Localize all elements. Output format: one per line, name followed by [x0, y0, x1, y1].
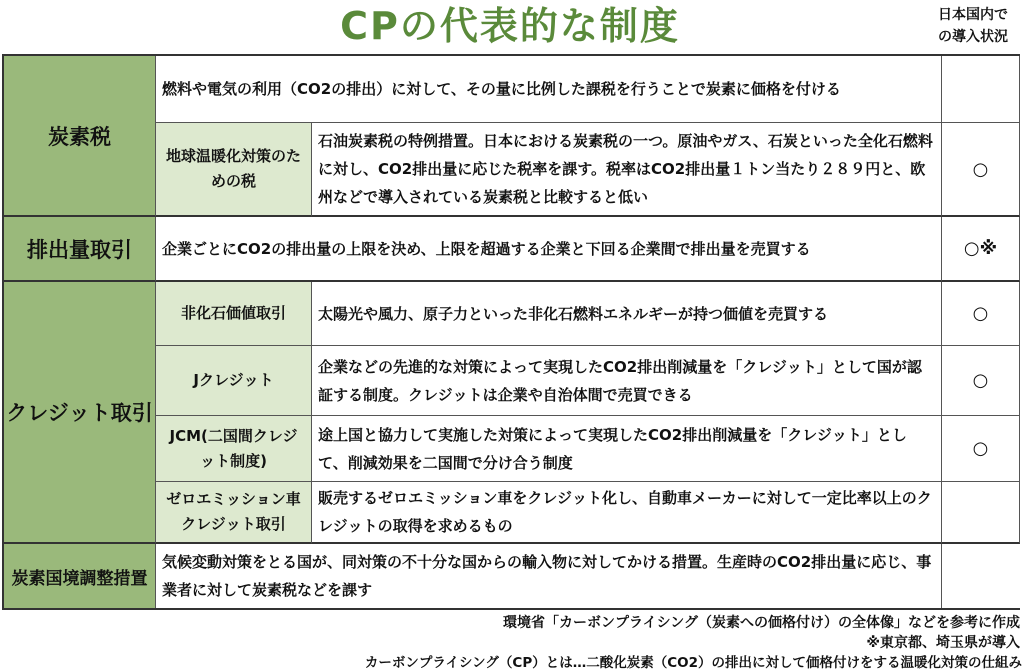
non-fossil-value-status: ○: [942, 282, 1020, 346]
status-header-line-1: 日本国内で: [938, 7, 1008, 23]
sub-non-fossil-value: 非化石価値取引: [156, 282, 312, 346]
j-credit-description: 企業などの先進的な対策によって実現したCO2排出削減量を「クレジット」として国が認証する制度。クレジットは企業や自治体間で売買できる: [312, 346, 942, 416]
category-border-adjustment: 炭素国境調整措置: [4, 544, 156, 608]
source-note: 環境省「カーボンプライシング（炭素への価格付け）の全体像」などを参考に作成: [503, 615, 1020, 631]
cp-definition-note: カーボンプライシング（CP）とは…二酸化炭素（CO2）の排出に対して価格付けをする温暖化対策の仕組み: [364, 655, 1022, 669]
status-column-header: [928, 4, 1018, 48]
emissions-trading-description: 企業ごとにCO2の排出量の上限を決め、上限を超過する企業と下回る企業間で排出量を売買する: [156, 217, 942, 282]
status-header-line-2: の導入状況: [938, 29, 1008, 45]
category-carbon-tax: 炭素税: [4, 56, 156, 217]
emissions-trading-status: ○※: [942, 217, 1020, 282]
zev-credit-description: 販売するゼロエミッション車をクレジット化し、自動車メーカーに対して一定比率以上のクレジットの取得を求めるもの: [312, 482, 942, 544]
jcm-description: 途上国と協力して実施した対策によって実現したCO2排出削減量を「クレジット」として、削減効果を二国間で分け合う制度: [312, 416, 942, 482]
border-adjustment-description: 気候変動対策をとる国が、同対策の不十分な国からの輸入物に対してかける措置。生産時のCO2排出量に応じ、事業者に対して炭素税などを課す: [156, 544, 942, 608]
j-credit-status: ○: [942, 346, 1020, 416]
global-warming-tax-description: 石油炭素税の特例措置。日本における炭素税の一つ。原油やガス、石炭といった全化石燃料に対し、CO2排出量に応じた税率を課す。税率はCO2排出量１トン当たり２８９円と、欧州などで導入されている炭素税と比較すると低い: [312, 123, 942, 217]
carbon-tax-status: [942, 56, 1020, 123]
asterisk-note: ※東京都、埼玉県が導入: [866, 635, 1020, 651]
sub-jcm: JCM(二国間クレジット制度): [156, 416, 312, 482]
border-adjustment-status: [942, 544, 1020, 608]
zev-credit-status: [942, 482, 1020, 544]
category-credit-trading: クレジット取引: [4, 282, 156, 544]
carbon-tax-description: 燃料や電気の利用（CO2の排出）に対して、その量に比例した課税を行うことで炭素に価格を付ける: [156, 56, 942, 123]
non-fossil-value-description: 太陽光や風力、原子力といった非化石燃料エネルギーが持つ価値を売買する: [312, 282, 942, 346]
sub-global-warming-tax: 地球温暖化対策のための税: [156, 123, 312, 217]
page-title: CPの代表的な制度: [340, 4, 680, 48]
sub-zev-credit: ゼロエミッション車クレジット取引: [156, 482, 312, 544]
sub-j-credit: Jクレジット: [156, 346, 312, 416]
category-emissions-trading: 排出量取引: [4, 217, 156, 282]
cp-systems-table: [2, 54, 1020, 610]
global-warming-tax-status: ○: [942, 123, 1020, 217]
jcm-status: ○: [942, 416, 1020, 482]
